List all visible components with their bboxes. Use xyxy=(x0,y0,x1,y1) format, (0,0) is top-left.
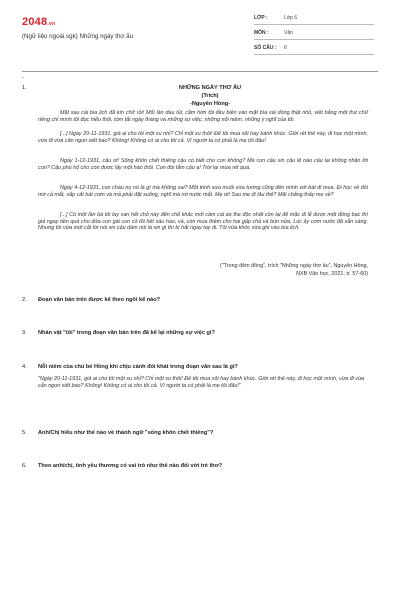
site-logo[interactable] xyxy=(22,16,55,28)
question-text: Đoạn văn bản trên được kể theo ngôi kể nào? xyxy=(38,297,161,303)
question-number: 1. xyxy=(22,85,27,91)
logo-tld: .vn xyxy=(47,21,56,27)
meta-row-subject xyxy=(254,29,374,40)
question-number: 4. xyxy=(22,364,27,370)
question-text: Anh/Chị hiểu như thế nào về thành ngữ "sống khôn chết thiêng"? xyxy=(38,430,214,436)
question-number: 2. xyxy=(22,297,27,303)
meta-key: LỚP : xyxy=(254,15,268,21)
meta-key: SỐ CÂU : xyxy=(254,45,277,51)
dash-marker: - xyxy=(22,75,24,81)
question-quote: "Ngày 20-11-1931, giá ai cho tôi một xu nhỉ? Chỉ một xu thôi! Để tôi mua xôi hay bánh khúc. Giời rét thế này, đi học một mình, vừa đi vừa cắn ngon xiết bao? Không! Không có ai cho tôi cả. Vì người ta có phải là mẹ tôi đâu!" xyxy=(38,376,365,389)
worksheet-subtitle: (Ngữ liệu ngoài sgk) Những ngày thơ ấu xyxy=(22,33,134,40)
header-divider xyxy=(22,71,378,72)
question-number: 5. xyxy=(22,430,27,436)
reading-author: -Nguyên Hồng- xyxy=(189,101,231,107)
reading-excerpt-note: (Trích) xyxy=(201,93,219,99)
meta-row-class xyxy=(254,14,374,25)
meta-value: Văn xyxy=(284,30,293,36)
meta-row-count xyxy=(254,44,374,55)
meta-value: 6 xyxy=(284,45,287,51)
question-number: 3. xyxy=(22,330,27,336)
reading-paragraph: Ngày 1-12-1931, cậu ơi! Sống khôn chết thiêng cậu có biết cho con không? Mà con cậu xin cậu lẽ nào cậu lại không nhận lời con? Cậu phù hộ cho con được lấy một hào thôi. Con đói lắm cậu ạ! Trời lại mưa rét quá. xyxy=(38,158,368,171)
meta-key: MÔN : xyxy=(254,30,269,36)
reading-paragraph: [...] Ngày 20-11-1931, giá ai cho tôi một xu nhỉ? Chỉ một xu thôi! Để tôi mua xôi hay bánh khúc. Giời rét thế này, đi học một mình, vừa đi vừa cắn ngon xiết bao? Không! Không có ai cho tôi cả. Vì người ta có phải là mẹ tôi đâu! xyxy=(38,131,368,144)
question-text: Theo anh/chị, tình yêu thương có vai trò như thế nào đối với trẻ thơ? xyxy=(38,463,223,469)
reading-title: NHỮNG NGÀY THƠ ẤU xyxy=(178,85,242,91)
citation: ("Trong đêm đông", trích "Những ngày thơ ấu", Nguyên Hồng, xyxy=(220,263,368,269)
question-text: Nỗi niềm của chú bé Hồng khi chịu cảnh đói khát trong đoạn văn sau là gì? xyxy=(38,364,238,370)
reading-paragraph: Ngày 4-12-1931, con cháu nọ nó là gì mà không sai? Một trinh xưa muối vừa tương cũng đến mình với bát đi mua. Đi học về đói mờ cả mắt, sắp cất bát cơm và mả phải đặt xuống, nghĩ mà rơi nước mắt. Mẹ ơi! Sao mẹ đi lâu thế? Mãi chẳng thấy mẹ về? xyxy=(38,185,368,198)
logo-text: 2048 xyxy=(22,16,48,28)
reading-paragraph: Mặt sau cái bìa lịch đã kín chữ rồi! Mỗi lần đau tủi, căm hờn tôi đều biên vào mặt bìa vài dòng thật nhỏ, viết bằng một thứ chữ riêng chỉ mình tôi đọc hiểu thôi, tóm tắt ngày tháng và những sự việc, những nỗi niềm, những ý nghĩ của tôi. xyxy=(38,110,368,123)
reading-paragraph: [...] Có một lần bà tôi lay van hết chỗ này đến chỗ khác mới cầm cái áo the độc nhất còn lại để mặc đi lễ được một đồng bạc thì giả ngay tiền quà cho đứa con gái con cô tôi hết sáu hào, và, còn mua thêm cho hai gấp chả và bún nửa. Lúc ấy cơm nước đã sẵn sàng. Nhưng tôi vừa mới cắt lời nói xin cậu dám nói là xin gì thì bị hắt ngay tay đi. Tôi vừa khóc vừa ghi vào bìa lịch. xyxy=(38,212,368,232)
question-number: 6. xyxy=(22,463,27,469)
meta-value: Lớp 6 xyxy=(284,15,298,21)
citation: NXB Văn học, 2021, tr. 57-60) xyxy=(296,271,368,277)
question-text: Nhân vật "tôi" trong đoạn văn bản trên đã kể lại những sự việc gì? xyxy=(38,330,215,336)
